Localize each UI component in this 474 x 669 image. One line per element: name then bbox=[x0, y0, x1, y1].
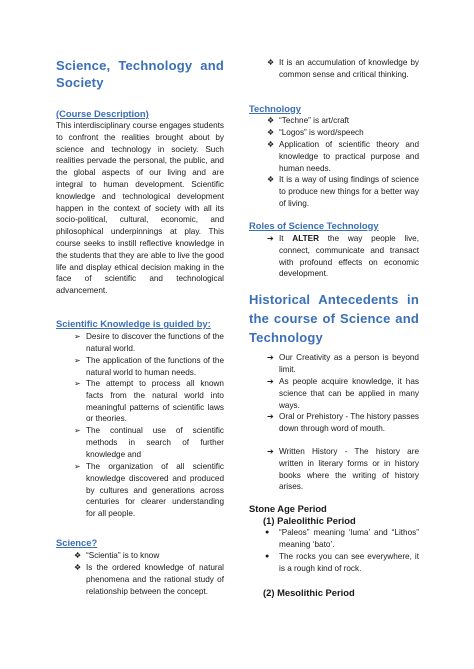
diamond-bullet-icon: ❖ bbox=[74, 563, 82, 572]
mesolithic-heading: (2) Mesolithic Period bbox=[263, 587, 355, 598]
diamond-bullet-icon: ❖ bbox=[267, 128, 275, 137]
technology-heading: Technology bbox=[249, 103, 301, 114]
arrowhead-bullet-icon: ➢ bbox=[74, 332, 81, 341]
sk-item-5: The organization of all scientific knowledge discovered and produced by cultures and generations across centuries for clearer understanding for all people. bbox=[86, 462, 224, 519]
science-item-3: It is an accumulation of knowledge by common sense and critical thinking. bbox=[279, 58, 419, 79]
hist-item-1: Our Creativity as a person is beyond limit. bbox=[279, 353, 419, 374]
roles-item bbox=[279, 233, 419, 280]
scientific-knowledge-heading: Scientific Knowledge is guided by: bbox=[56, 318, 211, 329]
paleolithic-heading: (1) Paleolithic Period bbox=[263, 515, 356, 526]
arrow-bullet-icon: ➔ bbox=[267, 377, 274, 386]
hist-item-2: As people acquire knowledge, it has science that can be applied in many ways. bbox=[279, 377, 419, 410]
arrow-bullet-icon: ➔ bbox=[267, 353, 274, 362]
sk-item-4: The continual use of scientific methods in search of further knowledge and bbox=[86, 426, 224, 459]
diamond-bullet-icon: ❖ bbox=[267, 58, 275, 67]
arrow-bullet-icon: ➔ bbox=[267, 412, 274, 421]
arrowhead-bullet-icon: ➢ bbox=[74, 356, 81, 365]
diamond-bullet-icon: ❖ bbox=[267, 116, 275, 125]
roles-heading: Roles of Science Technology bbox=[249, 220, 379, 231]
arrowhead-bullet-icon: ➢ bbox=[74, 426, 81, 435]
tech-item-2: “Logos” is word/speech bbox=[279, 128, 364, 137]
paleo-item-2: The rocks you can see everywhere, it is a rough kind of rock. bbox=[279, 552, 419, 573]
sk-item-3: The attempt to process all known facts from the natural world into meaningful patterns of scientific laws or theories. bbox=[86, 379, 224, 424]
arrowhead-bullet-icon: ➢ bbox=[74, 379, 81, 388]
roles-item-emphasis: ALTER bbox=[292, 234, 319, 243]
course-description-body: This interdisciplinary course engages students to confront the realities brought about by science and technology in society. Such realities pervade the personal, the public, and the global aspects of our living and are integral to human development. Scientific knowledge and technological development happen in the context of society with all its socio-political, cultural, economic, and philosophical underpinnings at play. This course seeks to instill reflective knowledge in the students that they are able to live the good life and display ethical decision making in the face of scientific and technological advancement. bbox=[56, 121, 224, 296]
course-description-heading: (Course Description) bbox=[56, 108, 149, 119]
arrow-bullet-icon: ➔ bbox=[267, 447, 274, 456]
science-item-1: “Scientia” is to know bbox=[86, 551, 160, 560]
diamond-bullet-icon: ❖ bbox=[267, 140, 275, 149]
sk-item-1: Desire to discover the functions of the natural world. bbox=[86, 332, 224, 353]
tech-item-1: “Techne” is art/craft bbox=[279, 116, 350, 125]
diamond-bullet-icon: ❖ bbox=[74, 551, 82, 560]
stone-age-heading: Stone Age Period bbox=[249, 503, 327, 514]
hist-item-4: Written History - The history are written in literary forms or in history books where the writing of history arises. bbox=[279, 447, 419, 492]
science-item-2: Is the ordered knowledge of natural phenomena and the rational study of relationship between the concept. bbox=[86, 563, 224, 596]
arrow-bullet-icon: ➔ bbox=[267, 234, 274, 243]
tech-item-3: Application of scientific theory and knowledge to practical purpose and human needs. bbox=[279, 140, 419, 173]
historical-antecedents-title: Historical Antecedents in the course of Science and Technology bbox=[249, 292, 419, 345]
sk-item-2: The application of the functions of the natural world to human needs. bbox=[86, 356, 224, 377]
tech-item-4: It is a way of using findings of science to produce new things for a better way of living. bbox=[279, 175, 419, 208]
roles-item-pre: It bbox=[279, 234, 293, 243]
roles-item-post: the way people live, connect, communicate and transact with profound effects on economic development. bbox=[279, 234, 420, 279]
dot-bullet-icon: ● bbox=[265, 529, 270, 536]
document-title: Science, Technology and Society bbox=[56, 58, 224, 90]
dot-bullet-icon: ● bbox=[265, 553, 270, 560]
arrowhead-bullet-icon: ➢ bbox=[74, 462, 81, 471]
diamond-bullet-icon: ❖ bbox=[267, 175, 275, 184]
science-heading: Science? bbox=[56, 537, 98, 548]
paleo-item-1: “Paleos” meaning ‘luma’ and “Lithos” meaning ‘bato’. bbox=[279, 528, 419, 549]
hist-item-3: Oral or Prehistory - The history passes down through word of mouth. bbox=[279, 412, 419, 433]
